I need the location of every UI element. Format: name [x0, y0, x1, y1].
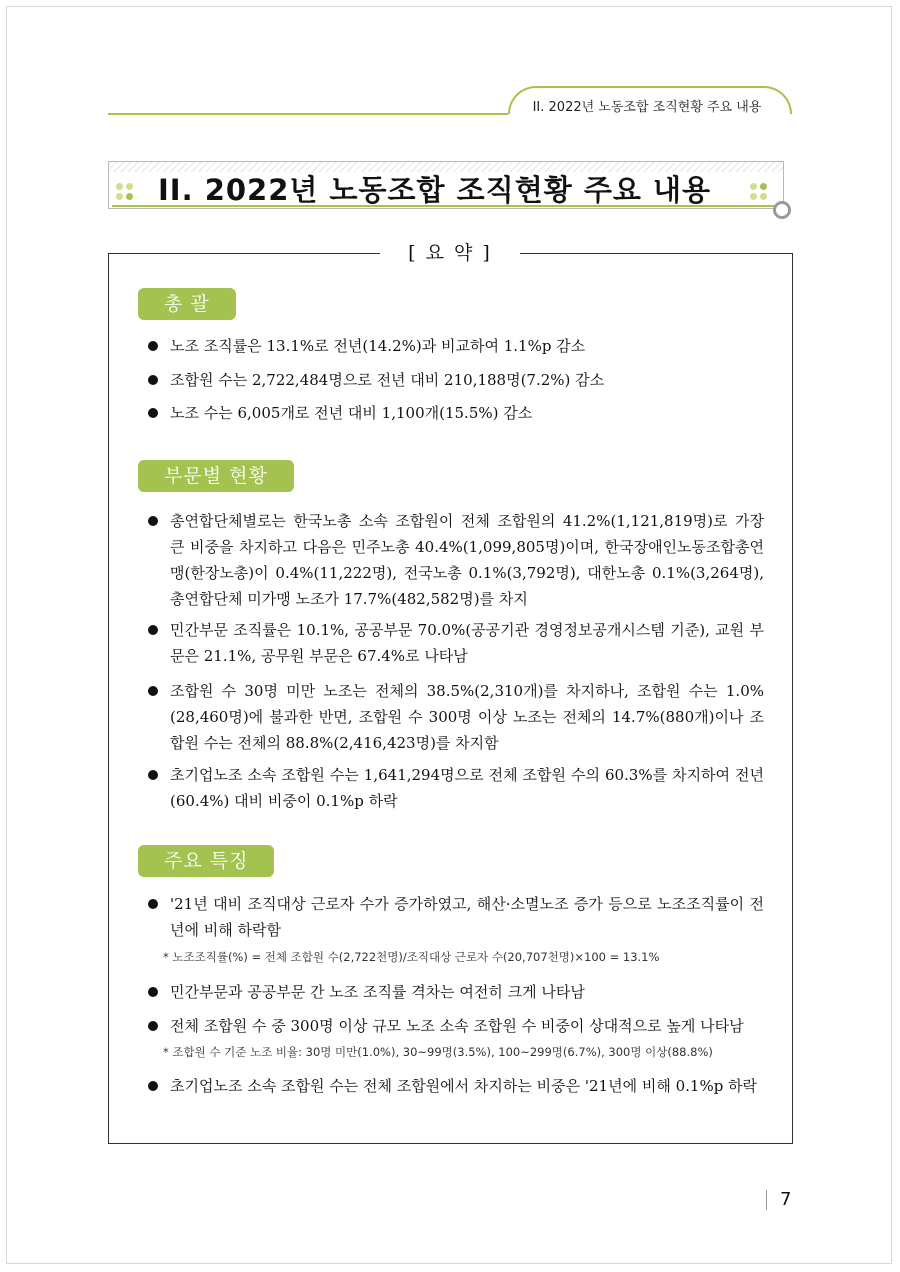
footnote: * 조합원 수 기준 노조 비율: 30명 미만(1.0%), 30~99명(3.5%), 100~299명(6.7%), 300명 이상(88.8%) — [163, 1045, 713, 1059]
list-item: 초기업노조 소속 조합원 수는 전체 조합원에서 차지하는 비중은 '21년에 비해 0.1%p 하락 — [148, 1073, 764, 1099]
running-header-title: II. 2022년 노동조합 조직현황 주요 내용 — [532, 100, 762, 115]
list-item: 전체 조합원 수 중 300명 이상 규모 노조 소속 조합원 수 비중이 상대적으로 높게 나타남 — [148, 1013, 764, 1039]
section-title-key-features: 주요 특징 — [138, 845, 274, 877]
summary-heading: [ 요 약 ] — [380, 236, 520, 270]
banner-dots-left-icon — [116, 183, 140, 203]
banner-ring-icon — [773, 201, 791, 219]
section-title-by-sector: 부문별 현황 — [138, 460, 294, 492]
list-item: 노조 수는 6,005개로 전년 대비 1,100개(15.5%) 감소 — [148, 400, 778, 426]
list-item: 조합원 수 30명 미만 노조는 전체의 38.5%(2,310개)를 차지하나, 조합원 수는 1.0%(28,460명)에 불과한 반면, 조합원 수 300명 이상 노조는 전체의 14.7%(880개)이나 조합원 수는 전체의 88.8%(2,416,423명)를 차지함 — [148, 678, 764, 756]
list-item: '21년 대비 조직대상 근로자 수가 증가하였고, 해산·소멸노조 증가 등으로 노조조직률이 전년에 비해 하락함 — [148, 891, 764, 943]
list-item: 민간부문 조직률은 10.1%, 공공부문 70.0%(공공기관 경영정보공개시스템 기준), 교원 부문은 21.1%, 공무원 부문은 67.4%로 나타남 — [148, 617, 764, 669]
list-item: 총연합단체별로는 한국노총 소속 조합원이 전체 조합원의 41.2%(1,121,819명)로 가장 큰 비중을 차지하고 다음은 민주노총 40.4%(1,099,805명)이며, 한국장애인노동조합총연맹(한장노총)이 0.4%(11,222명), 전국노총 0.1%(3,792명), 대한노총 0.1%(3,264명), 총연합단체 미가맹 노조가 17.7%(482,582명)를 차지 — [148, 508, 764, 612]
section-title-overview: 총 괄 — [138, 288, 236, 320]
list-item: 노조 조직률은 13.1%로 전년(14.2%)과 비교하여 1.1%p 감소 — [148, 333, 778, 359]
list-item: 민간부문과 공공부문 간 노조 조직률 격차는 여전히 크게 나타남 — [148, 979, 764, 1005]
header-rule — [108, 113, 508, 115]
page-number-divider — [766, 1190, 767, 1210]
banner-dots-right-icon — [750, 183, 774, 203]
footnote: * 노조조직률(%) = 전체 조합원 수(2,722천명)/조직대상 근로자 수(20,707천명)×100 = 13.1% — [163, 950, 660, 964]
list-item: 조합원 수는 2,722,484명으로 전년 대비 210,188명(7.2%) 감소 — [148, 367, 778, 393]
page-number: 7 — [780, 1189, 792, 1210]
list-item: 초기업노조 소속 조합원 수는 1,641,294명으로 전체 조합원 수의 60.3%를 차지하여 전년(60.4%) 대비 비중이 0.1%p 하락 — [148, 762, 764, 814]
chapter-title: II. 2022년 노동조합 조직현황 주요 내용 — [158, 173, 711, 207]
